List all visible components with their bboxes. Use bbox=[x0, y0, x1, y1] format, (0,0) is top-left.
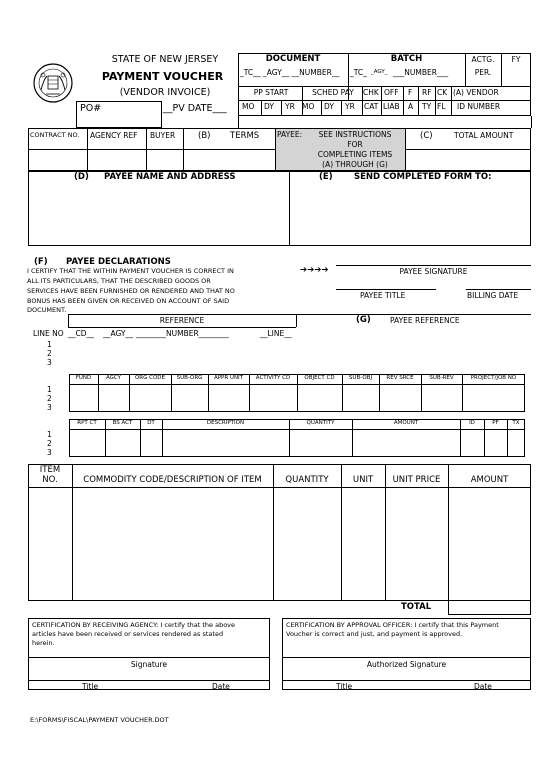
reference-heading: REFERENCE bbox=[159, 316, 205, 325]
receiving-cert-l2: articles have been received or services rendered as stated bbox=[32, 630, 224, 638]
acct-col-agcy: AGCY bbox=[105, 375, 122, 381]
document-heading: DOCUMENT bbox=[265, 54, 321, 64]
sp-yr: YR bbox=[345, 102, 355, 111]
ref-row-1: 1 bbox=[47, 340, 52, 349]
pp-yr: YR bbox=[285, 102, 295, 111]
batch-number[interactable]: ___NUMBER___ bbox=[393, 68, 449, 77]
sp-dy: DY bbox=[324, 102, 334, 111]
detail-col-rpt-ct: RPT CT bbox=[77, 420, 97, 426]
total-label: TOTAL bbox=[401, 602, 432, 612]
f-label: F bbox=[408, 88, 413, 97]
detail-row-1: 1 bbox=[47, 430, 52, 439]
acct-col-object-cd: OBJECT CD bbox=[304, 375, 335, 381]
unit-label: UNIT bbox=[352, 475, 374, 485]
detail-row-2: 2 bbox=[47, 439, 52, 448]
instructions-l3: COMPLETING ITEMS bbox=[317, 150, 393, 159]
c-label: (C) bbox=[420, 131, 433, 141]
pv-date-label: __PV DATE___ bbox=[163, 103, 227, 114]
approval-cert-l1: CERTIFICATION BY APPROVAL OFFICER: I certify that this Payment bbox=[286, 621, 499, 629]
acct-col-appr-unit: APPR UNIT bbox=[213, 375, 244, 381]
total-amount-label: TOTAL AMOUNT bbox=[454, 131, 514, 140]
declaration-l5: DOCUMENT. bbox=[27, 306, 67, 314]
ref-cd-label: __CD__ bbox=[68, 329, 95, 338]
state-name: STATE OF NEW JERSEY bbox=[111, 54, 219, 65]
receiving-signature-label: Signature bbox=[130, 660, 168, 669]
approval-signature-line[interactable] bbox=[282, 657, 531, 658]
ck-label: CK bbox=[437, 88, 448, 97]
payee-reference-label: PAYEE REFERENCE bbox=[390, 316, 460, 325]
pp-start-label: PP START bbox=[253, 88, 289, 97]
batch-heading: BATCH bbox=[390, 54, 423, 64]
acct-col-fund: FUND bbox=[75, 375, 92, 381]
agency-ref-label: AGENCY REF bbox=[90, 131, 138, 140]
d-label: (D) bbox=[74, 172, 89, 182]
item-no-label-2: NO. bbox=[42, 475, 58, 485]
billing-date-label: BILLING DATE bbox=[467, 291, 519, 300]
payee-title-label: PAYEE TITLE bbox=[360, 291, 406, 300]
payee-signature-label: PAYEE SIGNATURE bbox=[399, 267, 468, 276]
declaration-l1: I CERTIFY THAT THE WITHIN PAYMENT VOUCHER IS CORRECT IN bbox=[27, 267, 234, 275]
acct-col-project: PROJECT/JOB NO bbox=[470, 375, 517, 381]
send-to-box[interactable] bbox=[289, 171, 531, 246]
detail-col-tx: TX bbox=[512, 420, 520, 426]
authorized-signature-label: Authorized Signature bbox=[366, 660, 447, 669]
cat-label: CAT bbox=[364, 102, 379, 111]
arrow-icon: ➔➔➔➔ bbox=[300, 265, 329, 275]
sp-mo: MO bbox=[302, 102, 315, 111]
acct-col-sub-rev: SUB-REV bbox=[429, 375, 454, 381]
contract-no-label: CONTRACT NO. bbox=[30, 131, 80, 139]
buyer-label: BUYER bbox=[150, 131, 176, 140]
instructions-l2: FOR bbox=[347, 140, 363, 149]
ref-row-2: 2 bbox=[47, 349, 52, 358]
ref-agy-label: __AGY__ bbox=[103, 329, 134, 338]
quantity-label: QUANTITY bbox=[285, 475, 329, 485]
amount-label: AMOUNT bbox=[470, 475, 509, 485]
total-field[interactable] bbox=[448, 600, 531, 615]
pp-dy: DY bbox=[264, 102, 274, 111]
send-to-label: SEND COMPLETED FORM TO: bbox=[354, 172, 492, 182]
payee-label: PAYEE: bbox=[277, 130, 303, 139]
actg-per-label: PER. bbox=[474, 68, 492, 77]
instructions-l1: SEE INSTRUCTIONS bbox=[318, 130, 392, 139]
detail-col-bs-act: BS ACT bbox=[112, 420, 133, 426]
a-label: A bbox=[408, 102, 414, 111]
ty-label: TY bbox=[422, 102, 432, 111]
detail-col-quantity: QUANTITY bbox=[306, 420, 335, 426]
declarations-heading: PAYEE DECLARATIONS bbox=[66, 257, 171, 267]
item-no-label-1: ITEM bbox=[39, 465, 61, 475]
pp-mo: MO bbox=[242, 102, 255, 111]
declaration-l4: BONUS HAS BEEN GIVEN OR RECEIVED ON ACCOUNT OF SAID bbox=[27, 297, 230, 305]
detail-col-dt: DT bbox=[147, 420, 155, 426]
terms-label: TERMS bbox=[230, 131, 260, 141]
batch-agy[interactable]: _AGY_ bbox=[371, 69, 388, 75]
ref-line-label: __LINE__ bbox=[260, 329, 292, 338]
detail-col-pf: PF bbox=[492, 420, 499, 426]
form-subtitle: (VENDOR INVOICE) bbox=[119, 87, 211, 98]
receiving-date-label: Date bbox=[212, 682, 230, 691]
detail-row-3: 3 bbox=[47, 448, 52, 457]
ref-row-3: 3 bbox=[47, 358, 52, 367]
file-path: E:\FORMS\FISCAL\PAYMENT VOUCHER.DOT bbox=[30, 716, 169, 724]
commodity-label: COMMODITY CODE/DESCRIPTION OF ITEM bbox=[83, 475, 262, 485]
acct-row-3: 3 bbox=[47, 403, 52, 412]
acct-col-rev-srce: REV SRCE bbox=[386, 375, 414, 381]
payee-name-address-box[interactable] bbox=[28, 171, 290, 246]
acct-col-org-code: ORG CODE bbox=[134, 375, 166, 381]
liab-label: LIAB bbox=[383, 102, 400, 111]
ref-number-label: ________NUMBER________ bbox=[136, 329, 229, 338]
line-no-label: LINE NO bbox=[33, 329, 64, 338]
chk-label: CHK bbox=[363, 88, 379, 97]
e-label: (E) bbox=[319, 172, 333, 182]
form-title: PAYMENT VOUCHER bbox=[101, 70, 224, 83]
acct-col-sub-obj: SUB-OBJ bbox=[348, 375, 373, 381]
b-label: (B) bbox=[198, 131, 211, 141]
fl-label: FL bbox=[437, 102, 446, 111]
po-label: PO# bbox=[80, 103, 102, 114]
approval-cert-l2: Voucher is correct and just, and payment is approved. bbox=[286, 630, 463, 638]
sched-pay-label: SCHED PAY bbox=[312, 88, 354, 97]
unit-price-label: UNIT PRICE bbox=[392, 475, 441, 485]
document-code-row[interactable]: _TC__ _AGY__ __NUMBER__ bbox=[240, 68, 340, 77]
off-label: OFF bbox=[384, 88, 399, 97]
declaration-l2: ALL ITS PARTICULARS, THAT THE DESCRIBED GOODS OR bbox=[27, 277, 211, 285]
payee-title-line[interactable] bbox=[336, 289, 436, 290]
payee-name-address-label: PAYEE NAME AND ADDRESS bbox=[104, 172, 236, 182]
receiving-cert-l3: herein. bbox=[32, 639, 55, 647]
batch-tc[interactable]: _TC_ bbox=[350, 68, 367, 77]
f-label: (F) bbox=[34, 257, 48, 267]
actg-label: ACTG. bbox=[471, 55, 495, 64]
state-seal-icon bbox=[32, 62, 74, 104]
instructions-l4: (A) THROUGH (G) bbox=[322, 160, 388, 169]
billing-date-line[interactable] bbox=[466, 289, 531, 290]
receiving-cert-l1: CERTIFICATION BY RECEIVING AGENCY: I certify that the above bbox=[32, 621, 236, 629]
acct-col-sub-org: SUB-ORG bbox=[176, 375, 203, 381]
receiving-title-label: Title bbox=[82, 682, 99, 691]
detail-col-amount: AMOUNT bbox=[393, 420, 419, 426]
approval-date-label: Date bbox=[474, 682, 492, 691]
vendor-label: (A) VENDOR bbox=[453, 88, 499, 97]
acct-col-activity-cd: ACTIVITY CD bbox=[255, 375, 291, 381]
acct-row-1: 1 bbox=[47, 385, 52, 394]
rf-label: RF bbox=[422, 88, 432, 97]
approval-title-label: Title bbox=[336, 682, 353, 691]
declaration-l3: SERVICES HAVE BEEN FURNISHED OR RENDERED AND THAT NO bbox=[27, 287, 235, 295]
g-label: (G) bbox=[356, 315, 371, 325]
fy-label: FY bbox=[511, 55, 521, 64]
detail-col-description: DESCRIPTION bbox=[206, 420, 245, 426]
detail-col-id: ID bbox=[469, 420, 475, 426]
receiving-signature-line[interactable] bbox=[28, 657, 270, 658]
id-number-label: ID NUMBER bbox=[457, 102, 501, 111]
acct-row-2: 2 bbox=[47, 394, 52, 403]
